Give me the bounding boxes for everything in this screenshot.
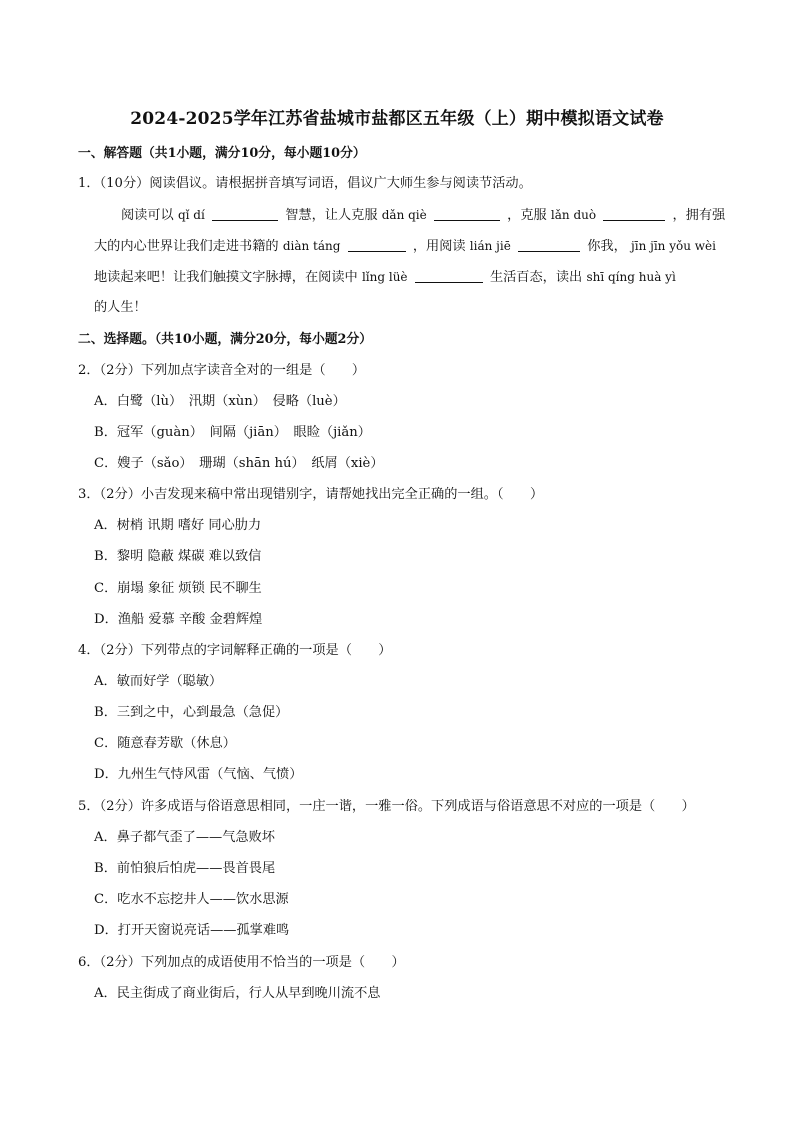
question-4-option-d[interactable]: D．九州生气恃风雷（气恼、气愤）	[94, 767, 303, 782]
question-4-option-b[interactable]: B．三到之中，心到最急（急促）	[94, 705, 289, 720]
question-3-option-b[interactable]: B．黎明 隐蔽 煤碳 难以致信	[94, 549, 262, 564]
question-4-option-c[interactable]: C．随意春芳歇（休息）	[94, 736, 236, 751]
question-2-option-b[interactable]: B．冠军（guàn） 间隔（jiān） 眼睑（jiǎn）	[94, 425, 371, 440]
answer-blank[interactable]	[434, 207, 500, 221]
question-4-stem: 4．（2分）下列带点的字词解释正确的一项是（ ）	[78, 643, 392, 658]
pinyin: shī qíng huà yì	[586, 270, 676, 284]
question-3-option-c[interactable]: C．崩塌 象征 烦锁 民不聊生	[94, 581, 262, 596]
question-1-stem: 1．（10分）阅读倡议。请根据拼音填写词语，倡议广大师生参与阅读节活动。	[78, 176, 532, 191]
question-5-stem: 5．（2分）许多成语与俗语意思相同，一庄一谐，一雅一俗。下列成语与俗语意思不对应的一项是（ ）	[78, 799, 695, 814]
question-5-option-c[interactable]: C．吃水不忘挖井人——饮水思源	[94, 892, 289, 907]
question-1-passage-line-2: 大的内心世界让我们走进书籍的 diàn táng ，用阅读 lián jiē 你我， jīn jīn yǒu wèi	[94, 239, 716, 254]
question-5-option-d[interactable]: D．打开天窗说亮话——孤掌难鸣	[94, 923, 290, 938]
question-6-stem: 6．（2分）下列加点的成语使用不恰当的一项是（ ）	[78, 955, 405, 970]
question-1-passage-line-4: 的人生！	[94, 300, 147, 315]
pinyin: qǐ dí	[177, 208, 205, 222]
question-3-option-d[interactable]: D．渔船 爱慕 辛酸 金碧辉煌	[94, 612, 263, 627]
question-3-stem: 3．（2分）小吉发现来稿中常出现错别字，请帮她找出完全正确的一组。（ ）	[78, 487, 544, 502]
question-2-option-c[interactable]: C．嫂子（sǎo） 珊瑚（shān hú） 纸屑（xiè）	[94, 456, 384, 471]
answer-blank[interactable]	[518, 238, 580, 252]
question-6-option-a[interactable]: A．民主街成了商业街后，行人从早到晚川流不息	[94, 986, 381, 1001]
question-1-passage-line-1: 阅读可以 qǐ dí 智慧，让人克服 dǎn qiè ，克服 lǎn duò ，拥有强	[121, 208, 726, 223]
pinyin: lǐng lüè	[361, 270, 408, 284]
pinyin: dǎn qiè	[381, 208, 427, 222]
page-title: 2024-2025学年江苏省盐城市盐都区五年级（上）期中模拟语文试卷	[130, 109, 664, 129]
pinyin: lǎn duò	[550, 208, 597, 222]
answer-blank[interactable]	[603, 207, 665, 221]
answer-blank[interactable]	[348, 238, 406, 252]
question-1-passage-line-3: 地读起来吧！让我们触摸文字脉搏，在阅读中 lǐng lüè 生活百态，读出 shī qíng huà yì	[94, 270, 676, 285]
section-2-heading: 二、选择题。（共10小题，满分20分，每小题2分）	[78, 332, 373, 347]
question-5-option-a[interactable]: A．鼻子都气歪了——气急败坏	[94, 830, 275, 845]
pinyin: jīn jīn yǒu wèi	[631, 239, 716, 253]
answer-blank[interactable]	[212, 207, 278, 221]
question-5-option-b[interactable]: B．前怕狼后怕虎——畏首畏尾	[94, 861, 276, 876]
question-4-option-a[interactable]: A．敏而好学（聪敏）	[94, 674, 223, 689]
answer-blank[interactable]	[415, 269, 483, 283]
question-2-stem: 2．（2分）下列加点字读音全对的一组是（ ）	[78, 363, 366, 378]
question-3-option-a[interactable]: A．树梢 讯期 嗜好 同心肋力	[94, 518, 262, 533]
question-2-option-a[interactable]: A．白鹭（lù） 汛期（xùn） 侵略（luè）	[94, 394, 346, 409]
pinyin: lián jiē	[469, 239, 511, 253]
section-1-heading: 一、解答题（共1小题，满分10分，每小题10分）	[78, 146, 366, 161]
pinyin: diàn táng	[282, 239, 341, 253]
